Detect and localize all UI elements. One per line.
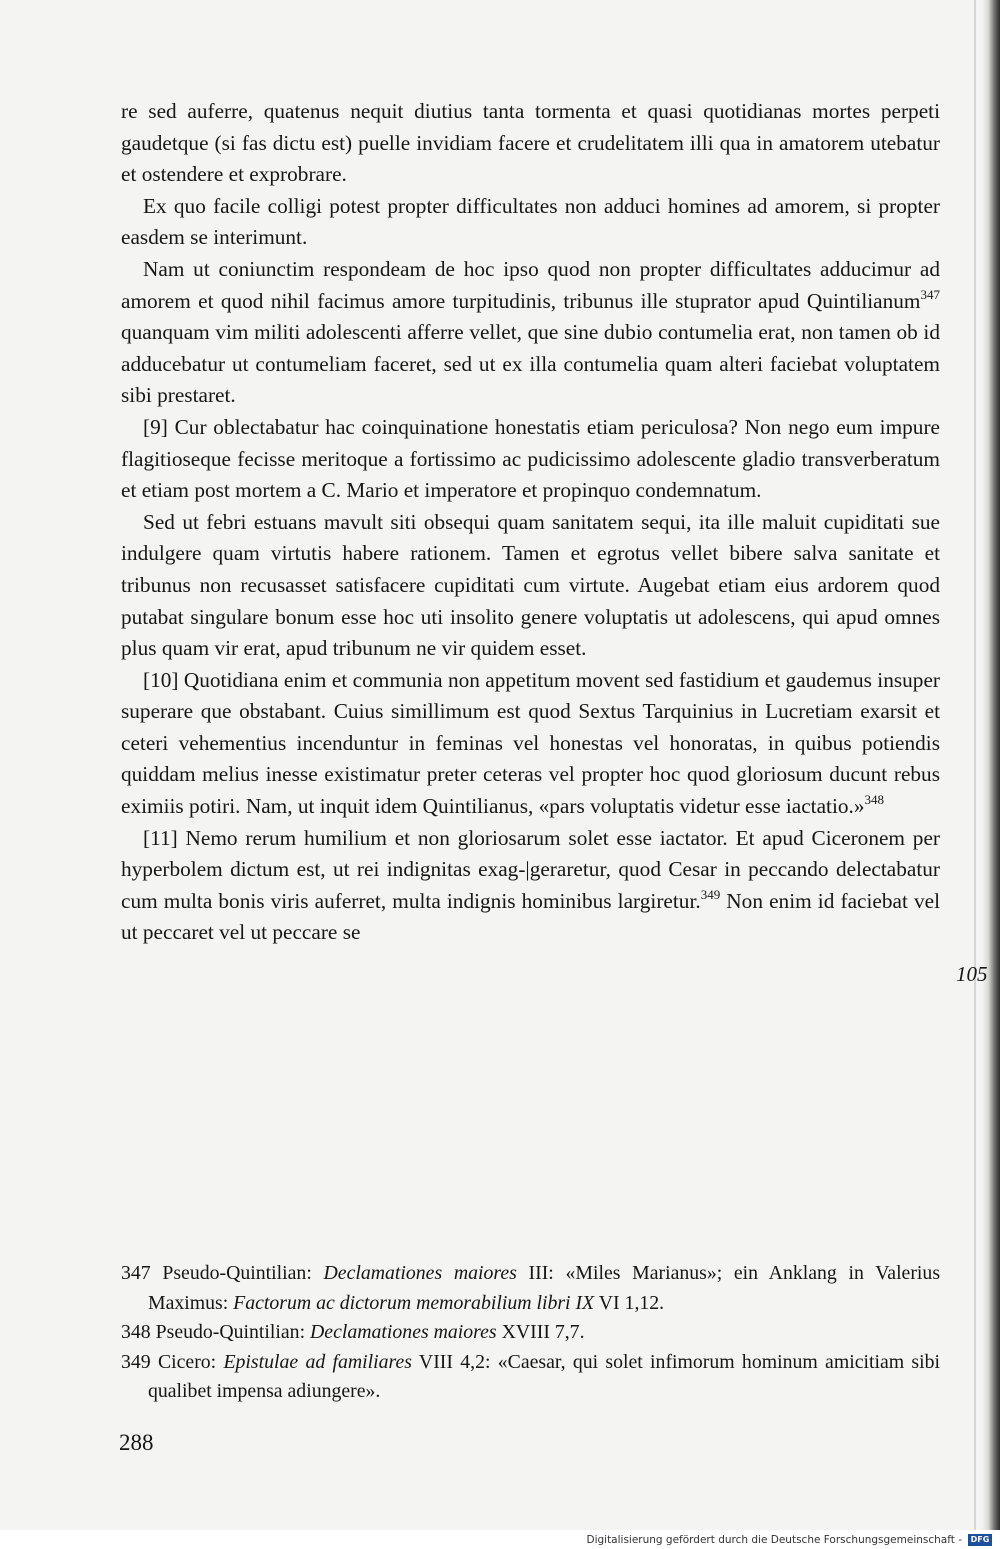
paragraph bbox=[121, 412, 940, 507]
footnote bbox=[121, 1348, 940, 1407]
work-title: Declamationes maiores bbox=[323, 1262, 517, 1284]
text-run: Non enim id faciebat vel ut peccaret vel ut peccare se bbox=[121, 888, 940, 945]
text-run: [10] Quotidiana enim et communia non appetitum movent sed fastidium et gaudemus insuper superare que obstabant. Cuius simillimum est quod Sextus Tarquinius in Lucretiam exarsit et ceteri vehementius incenduntur in feminas vel honestas vel honoratas, in quibus potiendis quiddam melius inesse existimatur preter ceteras vel propter hoc quod gloriosum ducunt rebus eximiis potiri. Nam, ut inquit idem Quintilianus, «pars voluptatis videtur esse iactatio.» bbox=[121, 667, 940, 819]
footnote-reference: 347 bbox=[920, 286, 940, 302]
text-run: Nam ut coniunctim respondeam de hoc ipso quod non propter difficultates adducimur ad amorem et quod nihil facimus amore turpitudinis, tribunus ille stuprator apud Quintilianum bbox=[121, 256, 940, 313]
text-run: quanquam vim militi adolescenti afferre vellet, que sine dubio contumelia erat, non tamen ob id adducebatur ut contumeliam faceret, sed ut ex illa contumelia quam alteri faciebat voluptatem sibi prestaret. bbox=[121, 320, 940, 408]
footnote-reference: 348 bbox=[864, 792, 885, 808]
text-run: III: «Miles Marianus»; ein Anklang in Valerius Maximus: bbox=[148, 1262, 941, 1314]
text-run: 349 Cicero: bbox=[121, 1350, 224, 1373]
footnote bbox=[121, 1259, 941, 1318]
footnote-reference: 349 bbox=[700, 886, 721, 902]
work-title: Declamationes maiores bbox=[310, 1321, 497, 1343]
page-edge-shadow bbox=[982, 0, 1000, 1530]
dfg-logo-icon: DFG bbox=[968, 1534, 992, 1546]
paragraph bbox=[121, 191, 940, 254]
funding-bar bbox=[0, 1530, 1000, 1549]
footnotes bbox=[121, 1259, 940, 1407]
text-run: 348 Pseudo-Quintilian: bbox=[121, 1321, 311, 1343]
margin-page-reference: 105 bbox=[956, 962, 988, 986]
text-run: [9] Cur oblectabatur hac coinquinatione honestatis etiam periculosa? Non nego eum impure flagitioseque fecisse meritoque a fortissimo ac pudicissimo adolescente gladio transverberatum et etiam post mortem a C. Mario et imperatore et propinquo condemnatum. bbox=[121, 414, 940, 503]
paragraph bbox=[121, 96, 940, 191]
paragraph bbox=[121, 254, 940, 412]
work-title: Factorum ac dictorum memorabilium libri IX bbox=[233, 1291, 595, 1314]
funding-notice: Digitalisierung gefördert durch die Deutsche Forschungsgemeinschaft - bbox=[586, 1534, 962, 1546]
page-number: 288 bbox=[119, 1430, 154, 1455]
text-run: re sed auferre, quatenus nequit diutius tanta tormenta et quasi quotidianas mortes perpeti gaudetque (si fas dictu est) puelle invidiam facere et crudelitatem illi qua in amatorem utebatur et ostendere et exprobrare. bbox=[121, 99, 940, 187]
text-run: 347 Pseudo-Quintilian: bbox=[121, 1262, 324, 1284]
main-text bbox=[121, 96, 940, 949]
text-run: VIII 4,2: «Caesar, qui solet infimorum hominum amicitiam sibi qualibet impensa adiungere». bbox=[148, 1350, 940, 1402]
paragraph bbox=[121, 665, 940, 823]
text-run: [11] Nemo rerum humilium et non gloriosarum solet esse iactator. Et apud Ciceronem per hyperbolem dictum est, ut rei indignitas exag-|geraretur, quod Cesar in peccando delectabatur cum multa bonis viris auferret, multa indignis hominibus largiretur. bbox=[121, 825, 940, 913]
text-run: Sed ut febri estuans mavult siti obsequi quam sanitatem sequi, ita ille maluit cupiditati sue indulgere quam virtutis habere rationem. Tamen et egrotus vellet bibere salva sanitate et tribunus non recusasset satisfacere cupiditati cum virtute. Augebat etiam eius ardorem quod putabat singulare bonum esse hoc uti insolito genere voluptatis ut adolescens, qui apud omnes plus quam vir erat, apud tribunum ne vir quidem esset. bbox=[121, 509, 940, 661]
paragraph bbox=[121, 823, 940, 949]
paragraph bbox=[121, 507, 940, 665]
footnote bbox=[121, 1318, 940, 1348]
text-run: Ex quo facile colligi potest propter difficultates non adduci homines ad amorem, si propter easdem se interimunt. bbox=[121, 193, 940, 250]
page-edge-line bbox=[974, 0, 976, 1530]
text-run: VI 1,12. bbox=[594, 1291, 665, 1314]
work-title: Epistulae ad familiares bbox=[223, 1350, 412, 1373]
text-run: XVIII 7,7. bbox=[496, 1321, 585, 1343]
